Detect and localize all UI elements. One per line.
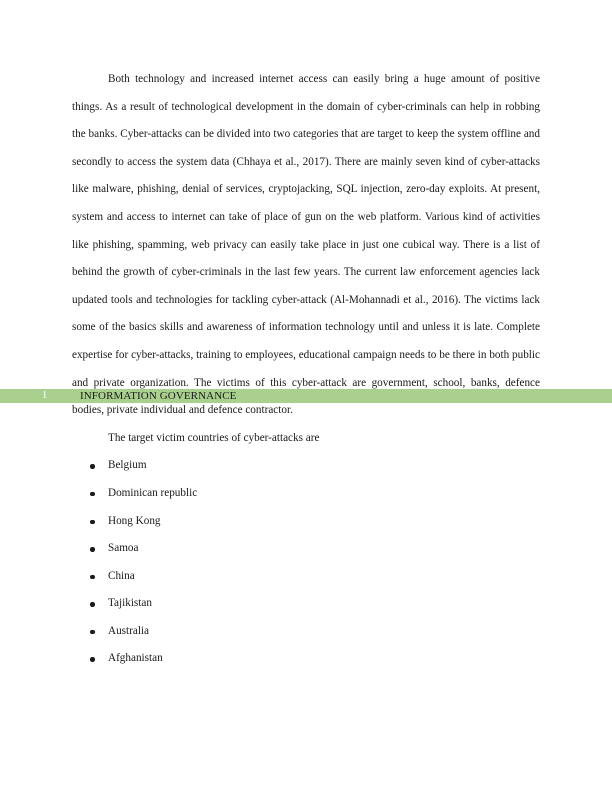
country-name: China — [108, 569, 135, 582]
body-paragraph: Both technology and increased internet access can easily bring a huge amount of positive things. As a result of technological development in the domain of cyber-criminals can help in robbing the banks. Cyber-attacks can be divided into two categories that are target to keep the system offline and secondly to access the system data (Chhaya et al., 2017). There are mainly seven kind of cyber-attacks like malware, phishing, denial of services, cryptojacking, SQL injection, zero-day exploits. At present, system and access to internet can take of place of gun on the web platform. Various kind of activities like phishing, spamming, web privacy can easily take place in just one cubical way. There is a list of behind the growth of cyber-criminals in the last few years. The current law enforcement agencies lack updated tools and technologies for tackling cyber-attack (Al-Mohannadi et al., 2016). The victims lack some of the basics skills and awareness of information technology until and unless it is late. Complete expertise for cyber-attacks, training to employees, educational campaign needs to be there in both public and private organization. The victims of this cyber-attack are government, school, banks, defence bodies, private individual and defence contractor. — [72, 73, 540, 417]
list-item — [72, 535, 540, 563]
running-header-band — [0, 389, 612, 403]
page-number: 1 — [42, 390, 48, 401]
bullet-icon — [90, 630, 95, 635]
bullet-icon — [90, 464, 95, 469]
country-name: Dominican republic — [108, 486, 198, 499]
country-name: Australia — [108, 624, 150, 637]
list-item — [72, 618, 540, 646]
list-item — [72, 480, 540, 508]
country-name: Samoa — [108, 542, 139, 555]
list-item — [72, 645, 540, 673]
bullet-icon — [90, 520, 95, 525]
country-name: Hong Kong — [108, 514, 161, 527]
list-item — [72, 508, 540, 536]
bullet-icon — [90, 602, 95, 607]
country-name: Belgium — [108, 459, 147, 472]
bullet-icon — [90, 575, 95, 580]
bullet-icon — [90, 657, 95, 662]
list-item — [72, 590, 540, 618]
document-body — [72, 66, 540, 673]
country-name: Tajikistan — [108, 597, 152, 610]
country-list — [72, 452, 540, 673]
list-item — [72, 452, 540, 480]
list-item — [72, 563, 540, 591]
bullet-icon — [90, 547, 95, 552]
bullet-icon — [90, 492, 95, 497]
country-name: Afghanistan — [108, 652, 163, 665]
running-head: INFORMATION GOVERNANCE — [80, 390, 237, 402]
list-intro: The target victim countries of cyber-attacks are — [108, 431, 320, 444]
